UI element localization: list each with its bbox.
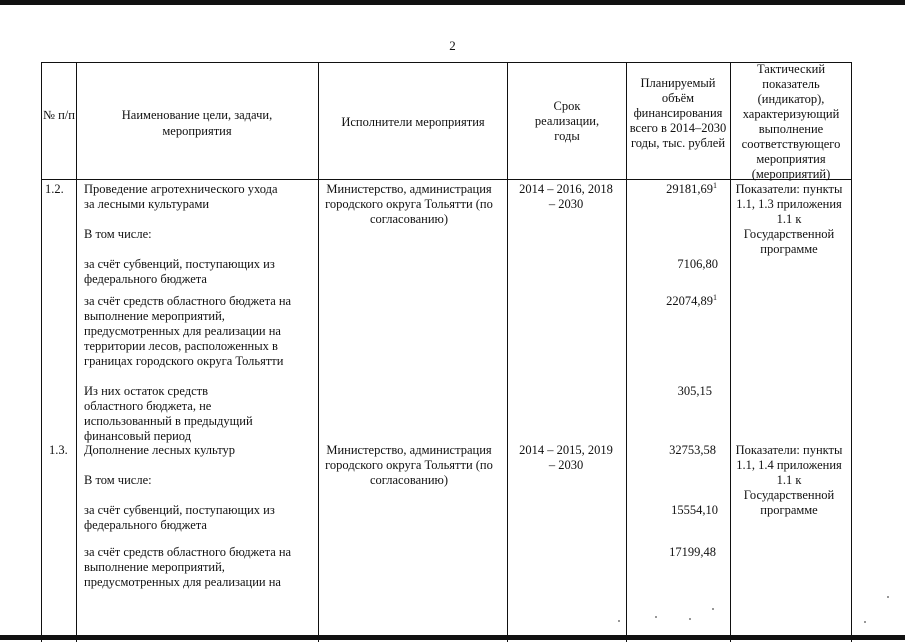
executors-text: Министерство, администрация городского округа Тольятти (по согласованию) [325, 443, 493, 487]
header-executors: Исполнители мероприятия [341, 115, 485, 129]
activity-title: Проведение агротехнического ухода за лесными культурами [84, 182, 278, 211]
scan-speck [864, 621, 866, 623]
executors-text: Министерство, администрация городского округа Тольятти (по согласованию) [325, 182, 493, 226]
header-name: Наименование цели, задачи, мероприятия [121, 108, 273, 138]
funding-regional: 17199,48 [669, 545, 716, 559]
term-text: 2014 – 2016, 2018 – 2030 [519, 182, 613, 211]
funding-regional: 22074,89$^1$ [666, 293, 717, 308]
scan-speck [887, 596, 889, 598]
including-label: В том числе: [84, 473, 152, 487]
header-indicator: Тактический показатель (индикатор), характеризующий выполнение соответствующего мероприятия (мероприятий) [741, 62, 841, 181]
header-term: Срок реализации, годы [534, 99, 600, 143]
program-table [41, 62, 852, 642]
funding-total: 29181,69$^1$ [666, 181, 717, 196]
indicator-text: Показатели: пункты 1.1, 1.4 приложения 1.1 к Государственной программе [735, 443, 843, 517]
funding-total: 32753,58 [669, 443, 716, 457]
funding-federal: 7106,80 [677, 257, 718, 271]
top-border [0, 0, 905, 5]
funding-federal: 15554,10 [671, 503, 718, 517]
including-label: В том числе: [84, 227, 152, 241]
header-funding: Планируемый объём финансирования всего в 2014–2030 годы, тыс. рублей [629, 76, 727, 150]
regional-budget-text: за счёт средств областного бюджета на выполнение мероприятий, предусмотренных для реализации на территории лесов, расположенных в границах городского округа Тольятти [84, 294, 292, 368]
remaining-funds-text: Из них остаток средств областного бюджета, не использованный в предыдущий финансовый период [84, 384, 253, 443]
scan-speck [618, 620, 620, 622]
activity-title: Дополнение лесных культур [84, 443, 236, 457]
scan-speck [689, 618, 691, 620]
row-number: 1.2. [45, 182, 64, 196]
scan-speck [655, 616, 657, 618]
term-text: 2014 – 2015, 2019 – 2030 [519, 443, 613, 472]
bottom-border [0, 635, 905, 640]
footnote-mark: 1 [713, 293, 717, 302]
header-num: № п/п [43, 108, 75, 122]
indicator-text: Показатели: пункты 1.1, 1.3 приложения 1.1 к Государственной программе [735, 182, 843, 256]
federal-subvention-text: за счёт субвенций, поступающих из федерального бюджета [84, 503, 275, 532]
federal-subvention-text: за счёт субвенций, поступающих из федерального бюджета [84, 257, 275, 286]
footnote-mark: 1 [713, 181, 717, 190]
regional-budget-text: за счёт средств областного бюджета на выполнение мероприятий, предусмотренных для реализации на [84, 545, 292, 589]
page-number: 2 [449, 38, 456, 53]
scan-speck [712, 608, 714, 610]
funding-remaining: 305,15 [677, 384, 712, 398]
row-number: 1.3. [49, 443, 68, 457]
